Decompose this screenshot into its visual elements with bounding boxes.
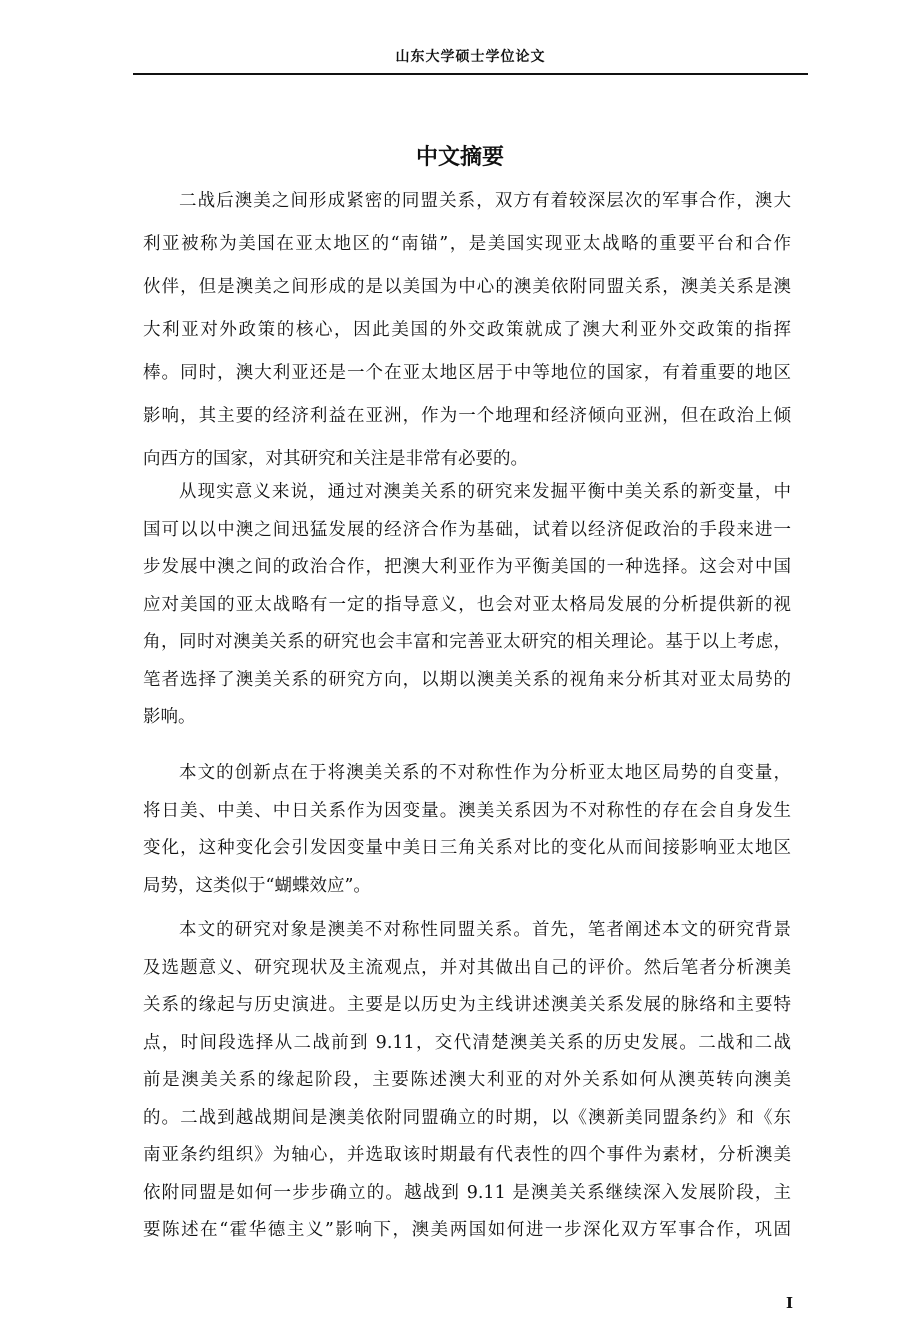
header-rule: [133, 73, 808, 75]
page-number: I: [786, 1294, 794, 1312]
text-line: 的。二战到越战期间是澳美依附同盟确立的时期，以《澳新美同盟条约》和《东: [143, 1107, 791, 1128]
text-line: 影响。: [143, 707, 196, 727]
text-line: 南亚条约组织》为轴心，并选取该时期最有代表性的四个事件为素材，分析澳美: [143, 1145, 791, 1165]
text-line: 国可以以中澳之间迅猛发展的经济合作为基础，试着以经济促政治的手段来进一: [143, 519, 791, 540]
text-line: 前是澳美关系的缘起阶段，主要陈述澳大利亚的对外关系如何从澳英转向澳美: [143, 1070, 791, 1090]
text-line: 本文的创新点在于将澳美关系的不对称性作为分析亚太地区局势的自变量，: [179, 763, 791, 783]
text-line: 将日美、中美、中日关系作为因变量。澳美关系因为不对称性的存在会自身发生: [143, 800, 791, 821]
text-line: 依附同盟是如何一步步确立的。越战到 9.11 是澳美关系继续深入发展阶段，主: [143, 1182, 791, 1203]
text-line: 伙伴，但是澳美之间形成的是以美国为中心的澳美依附同盟关系，澳美关系是澳: [143, 277, 791, 297]
text-line: 局势，这类似于“蝴蝶效应”。: [143, 875, 371, 896]
page-title: 中文摘要: [415, 145, 504, 170]
running-header: 山东大学硕士学位论文: [395, 49, 546, 65]
text-line: 利亚被称为美国在亚太地区的“南锚”，是美国实现亚太战略的重要平台和合作: [143, 234, 791, 254]
text-line: 应对美国的亚太战略有一定的指导意义，也会对亚太格局发展的分析提供新的视: [143, 594, 791, 615]
text-line: 从现实意义来说，通过对澳美关系的研究来发掘平衡中美关系的新变量，中: [179, 482, 791, 502]
text-line: 角，同时对澳美关系的研究也会丰富和完善亚太研究的相关理论。基于以上考虑，: [143, 632, 791, 652]
text-line: 大利亚对外政策的核心，因此美国的外交政策就成了澳大利亚外交政策的指挥: [143, 320, 791, 340]
text-line: 关系的缘起与历史演进。主要是以历史为主线讲述澳美关系发展的脉络和主要特: [143, 995, 791, 1015]
paragraph: [143, 180, 791, 481]
text-line: 二战后澳美之间形成紧密的同盟关系，双方有着较深层次的军事合作，澳大: [179, 191, 791, 211]
text-line: 本文的研究对象是澳美不对称性同盟关系。首先，笔者阐述本文的研究背景: [179, 920, 791, 940]
text-line: 点，时间段选择从二战前到 9.11，交代清楚澳美关系的历史发展。二战和二战: [143, 1032, 791, 1053]
paragraph: [143, 474, 791, 737]
text-line: 笔者选择了澳美关系的研究方向，以期以澳美关系的视角来分析其对亚太局势的: [143, 669, 791, 690]
text-line: 影响，其主要的经济利益在亚洲，作为一个地理和经济倾向亚洲，但在政治上倾: [143, 406, 791, 426]
paragraph: [143, 755, 791, 905]
text-line: 向西方的国家，对其研究和关注是非常有必要的。: [143, 449, 528, 469]
text-line: 要陈述在“霍华德主义”影响下，澳美两国如何进一步深化双方军事合作，巩固: [143, 1220, 791, 1240]
text-line: 棒。同时，澳大利亚还是一个在亚太地区居于中等地位的国家，有着重要的地区: [143, 363, 791, 383]
paragraph: [143, 912, 791, 1250]
text-line: 变化，这种变化会引发因变量中美日三角关系对比的变化从而间接影响亚太地区: [143, 838, 791, 858]
text-line: 步发展中澳之间的政治合作，把澳大利亚作为平衡美国的一种选择。这会对中国: [143, 557, 791, 577]
text-line: 及选题意义、研究现状及主流观点，并对其做出自己的评价。然后笔者分析澳美: [143, 957, 791, 978]
